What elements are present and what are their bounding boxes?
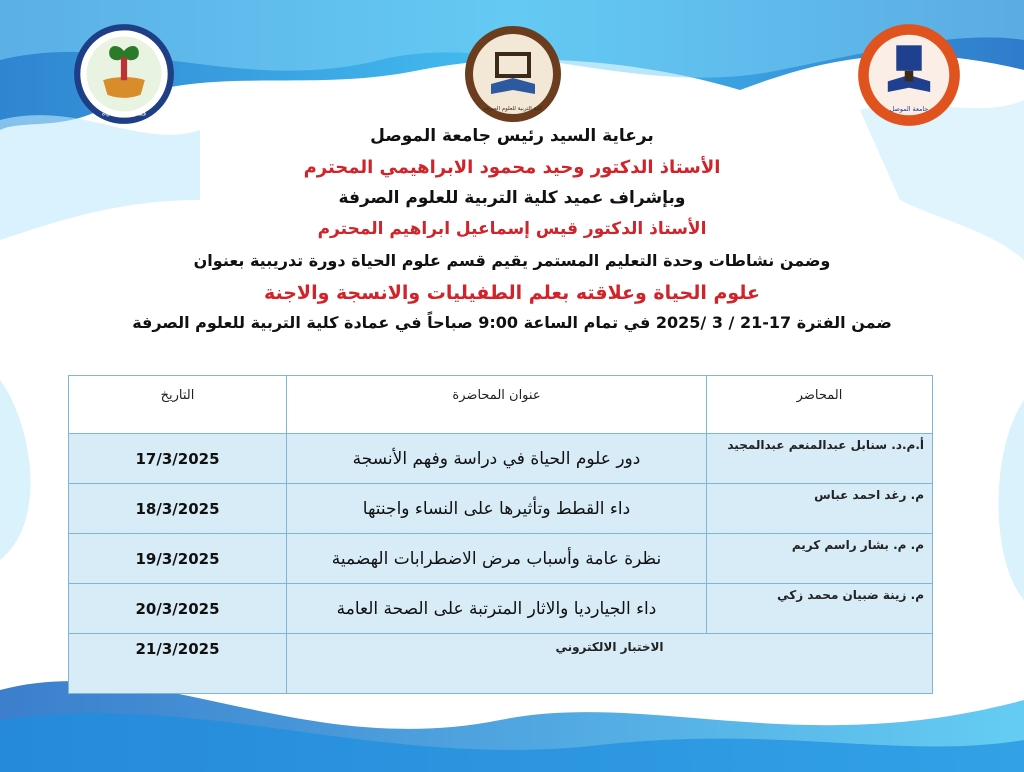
university-logo-text: جامعة الموصل: [889, 106, 929, 114]
patronage-line: برعاية السيد رئيس جامعة الموصل: [370, 126, 654, 146]
topic-cell: داء القطط وتأثيرها على النساء واجنتها: [287, 484, 707, 534]
course-title: علوم الحياة وعلاقته بعلم الطفيليات والانسجة والاجنة: [263, 282, 761, 304]
table-header-row: [69, 376, 933, 434]
course-intro-line: وضمن نشاطات وحدة التعليم المستمر يقيم قسم علوم الحياة دورة تدريبية بعنوان: [193, 251, 831, 270]
table-row: [69, 484, 933, 534]
exam-row: [69, 634, 933, 694]
lecturer-cell: م. رغد احمد عباس: [707, 484, 933, 534]
department-logo: [72, 22, 176, 126]
college-logo: [463, 24, 563, 124]
president-name: الأستاذ الدكتور وحيد محمود الابراهيمي المحترم: [303, 157, 721, 178]
schedule-table: [68, 375, 933, 694]
topic-cell: نظرة عامة وأسباب مرض الاضطرابات الهضمية: [287, 534, 707, 584]
department-logo-text: قسم علوم الحياة: [101, 110, 147, 118]
course-period-line: ضمن الفترة 17-21 / 3 /2025 في تمام الساعة 9:00 صباحاً في عمادة كلية التربية للعلوم الصرفة: [132, 313, 892, 332]
topic-cell: داء الجيارديا والاثار المترتبة على الصحة العامة: [287, 584, 707, 634]
table-row: [69, 584, 933, 634]
exam-date: 21/3/2025: [69, 634, 287, 694]
date-cell: 19/3/2025: [69, 534, 287, 584]
date-cell: 18/3/2025: [69, 484, 287, 534]
college-logo-text: كلية التربية للعلوم الصرفة: [483, 106, 543, 112]
topic-column-header: عنوان المحاضرة: [287, 376, 707, 434]
lecturer-cell: أ.م.د. سنابل عبدالمنعم عبدالمجيد: [707, 434, 933, 484]
university-logo: [856, 22, 962, 128]
exam-label: الاختبار الالكتروني: [287, 634, 933, 694]
date-cell: 17/3/2025: [69, 434, 287, 484]
date-cell: 20/3/2025: [69, 584, 287, 634]
topic-cell: دور علوم الحياة في دراسة وفهم الأنسجة: [287, 434, 707, 484]
table-row: [69, 434, 933, 484]
lecturer-cell: م. م. بشار راسم كريم: [707, 534, 933, 584]
table-row: [69, 534, 933, 584]
dean-name: الأستاذ الدكتور قيس إسماعيل ابراهيم المحترم: [317, 219, 707, 239]
lecturer-column-header: المحاضر: [707, 376, 933, 434]
lecturer-cell: م. زينة ضبيان محمد زكي: [707, 584, 933, 634]
date-column-header: التاريخ: [69, 376, 287, 434]
supervision-line: وبإشراف عميد كلية التربية للعلوم الصرفة: [338, 188, 686, 208]
